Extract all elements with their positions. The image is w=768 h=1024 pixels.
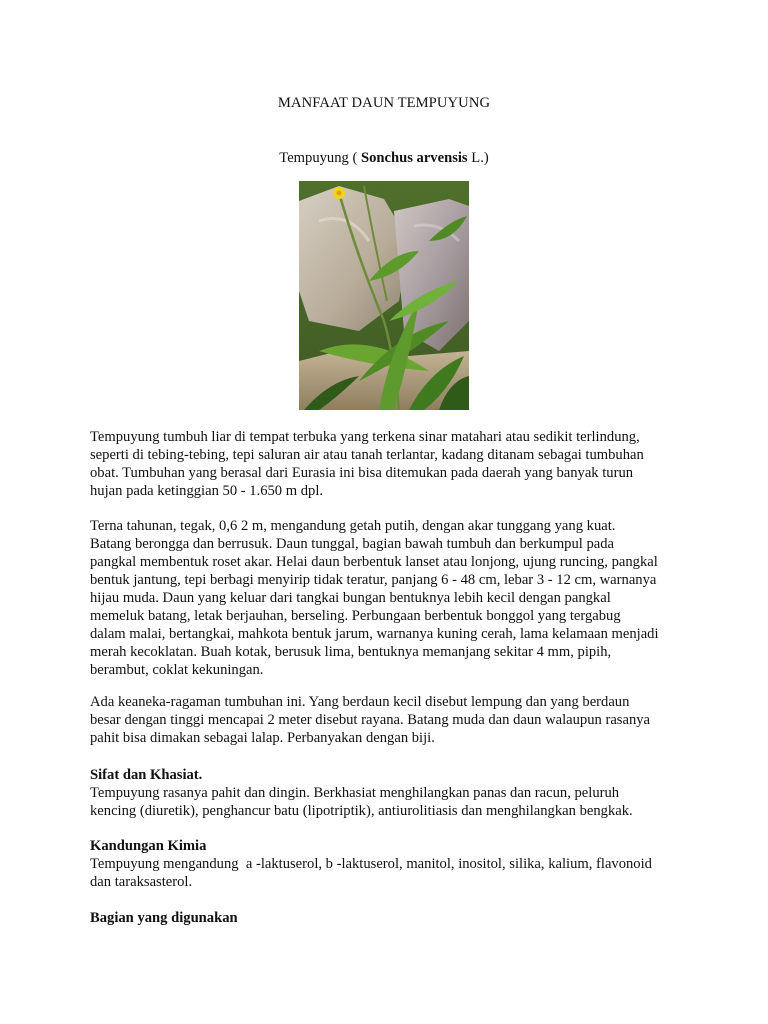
section-bagian-digunakan xyxy=(90,909,690,927)
text-line: hijau muda. Daun yang keluar dari tangkai bungan bentuknya lebih kecil dengan pangkal xyxy=(90,590,611,606)
text-line: kencing (diuretik), penghancur batu (lipotriptik), antiurolitiasis dan menghilangkan bengkak. xyxy=(90,803,633,819)
paragraph-varieties xyxy=(90,693,690,747)
text-line: bentuk jantung, tepi berbagi menyirip tidak teratur, panjang 6 - 48 cm, lebar 3 - 12 cm, warnanya xyxy=(90,572,657,588)
text-line: seperti di tebing-tebing, tepi saluran air atau tanah terlantar, kadang ditanam sebagai tumbuhan xyxy=(90,447,644,463)
plant-name-prefix: Tempuyung ( xyxy=(279,150,361,166)
section-heading: Bagian yang digunakan xyxy=(90,910,238,926)
plant-photo xyxy=(299,181,469,410)
text-line: berambut, coklat kekuningan. xyxy=(90,662,264,678)
plant-name-line xyxy=(0,149,768,167)
text-line: Tempuyung mengandung a -laktuserol, b -laktuserol, manitol, inositol, silika, kalium, flavonoid xyxy=(90,856,652,872)
text-line: besar dengan tinggi mencapai 2 meter disebut rayana. Batang muda dan daun walaupun rasanya xyxy=(90,712,651,728)
section-heading: Sifat dan Khasiat. xyxy=(90,767,203,783)
text-line: memeluk batang, letak berjauhan, berseling. Perbungaan berbentuk bonggol yang tergabug xyxy=(90,608,621,624)
text-line: Tempuyung rasanya pahit dan dingin. Berkhasiat menghilangkan panas dan racun, peluruh xyxy=(90,785,620,801)
text-line: hujan pada ketinggian 50 - 1.650 m dpl. xyxy=(90,483,324,499)
text-line: dan taraksasterol. xyxy=(90,874,193,890)
plant-latin-name: Sonchus arvensis xyxy=(360,150,468,166)
text-line: Batang berongga dan berrusuk. Daun tunggal, bagian bawah tumbuh dan berkumpul pada xyxy=(90,536,615,552)
section-kandungan-kimia xyxy=(90,837,690,891)
document-title: MANFAAT DAUN TEMPUYUNG xyxy=(277,95,491,111)
text-line: pangkal membentuk roset akar. Helai daun berbentuk lanset atau lonjong, ujung runcing, pangkal xyxy=(90,554,658,570)
text-line: pahit bisa dimakan sebagai lalap. Perbanyakan dengan biji. xyxy=(90,730,435,746)
section-sifat-khasiat xyxy=(90,766,690,820)
text-line: obat. Tumbuhan yang berasal dari Eurasia ini bisa ditemukan pada daerah yang banyak turun xyxy=(90,465,634,481)
section-heading: Kandungan Kimia xyxy=(90,838,207,854)
text-line: Terna tahunan, tegak, 0,6 2 m, mengandung getah putih, dengan akar tunggang yang kuat. xyxy=(90,518,616,534)
plant-name-suffix: L.) xyxy=(467,150,489,166)
text-line: merah kecoklatan. Buah kotak, berusuk lima, bentuknya memanjang sekitar 4 mm, pipih, xyxy=(90,644,612,660)
paragraph-description xyxy=(90,517,690,679)
text-line: Tempuyung tumbuh liar di tempat terbuka yang terkena sinar matahari atau sedikit terlindung, xyxy=(90,429,640,445)
text-line: Ada keaneka-ragaman tumbuhan ini. Yang berdaun kecil disebut lempung dan yang berdaun xyxy=(90,694,630,710)
text-line: dalam malai, bertangkai, mahkota bentuk jarum, warnanya kuning cerah, lama kelamaan menjadi xyxy=(90,626,659,642)
paragraph-habitat xyxy=(90,428,690,500)
